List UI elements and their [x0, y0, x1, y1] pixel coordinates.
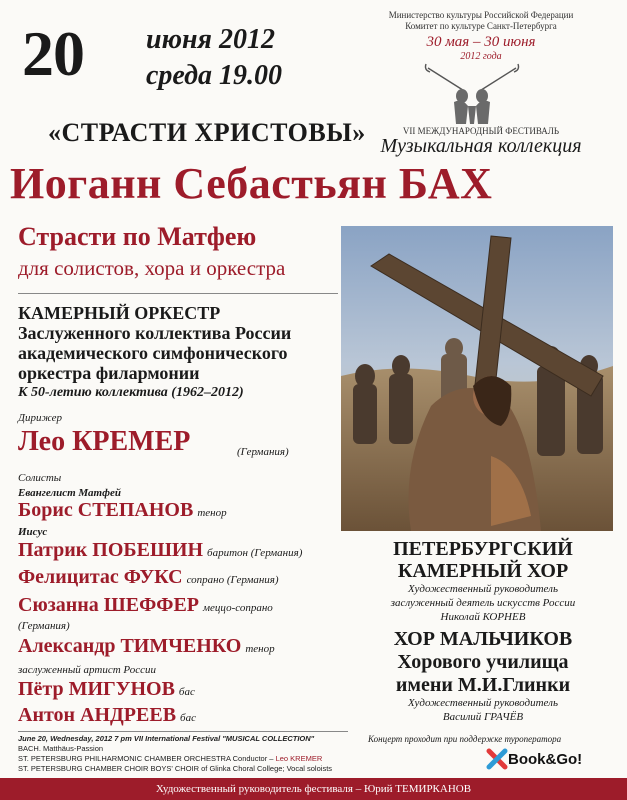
conductor-name: Лео КРЕМЕР [18, 426, 191, 457]
soloist-country: (Германия) [18, 620, 70, 632]
sponsor-x-icon [486, 748, 508, 770]
orchestra-line: Заслуженного коллектива России [18, 323, 292, 343]
date-weekday-time: среда 19.00 [146, 60, 283, 91]
honor-label: заслуженный артист России [18, 664, 156, 676]
committee-line: Комитет по культуре Санкт-Петербурга [405, 21, 557, 31]
cycle-title: «СТРАСТИ ХРИСТОВЫ» [48, 118, 366, 147]
festival-number: VII МЕЖДУНАРОДНЫЙ ФЕСТИВАЛЬ [402, 126, 560, 136]
choir1-title: ПЕТЕРБУРГСКИЙ [393, 538, 573, 560]
festival-year: 2012 года [460, 51, 502, 62]
work-subtitle: для солистов, хора и оркестра [18, 256, 286, 280]
soloist [18, 704, 196, 727]
english-orchestra-line [18, 754, 322, 763]
soloist-voice: меццо-сопрано [203, 602, 273, 614]
soloist-name: Антон АНДРЕЕВ [18, 704, 177, 726]
choir2-title: Хорового училища [397, 651, 569, 673]
soloist [18, 499, 227, 522]
soloist [18, 594, 273, 617]
ministry-line: Министерство культуры Российской Федерации [388, 10, 574, 20]
english-conductor-name: Leo KREMER [275, 754, 323, 763]
orchestra-line: КАМЕРНЫЙ ОРКЕСТР [18, 303, 221, 323]
english-orchestra-text: ST. PETERSBURG PHILHARMONIC CHAMBER ORCHESTRA Conductor – [18, 754, 276, 763]
conductor-label: Дирижер [18, 412, 62, 424]
choir1-director-label: Художественный руководитель [408, 583, 558, 595]
soloist-voice: тенор [245, 643, 275, 655]
choir1-title: КАМЕРНЫЙ ХОР [397, 560, 569, 582]
festival-director-bar: Художественный руководитель фестиваля – Юрий ТЕМИРКАНОВ [0, 778, 627, 800]
choir2-title: имени М.И.Глинки [395, 674, 571, 696]
english-date-line: June 20, Wednesday, 2012 7 pm VII International Festival "MUSICAL COLLECTION" [18, 734, 315, 743]
orchestra-line: академического симфонического [18, 343, 288, 363]
sponsor-logo [486, 748, 582, 770]
soloist-voice: баритон (Германия) [207, 547, 303, 559]
soloist-name: Сюзанна ШЕФФЕР [18, 594, 200, 616]
english-choir-line: ST. PETERSBURG CHAMBER CHOIR BOYS' CHOIR of Glinka Choral College; Vocal soloists [18, 764, 333, 773]
date-day: 20 [22, 18, 84, 89]
festival-name: Музыкальная коллекция [380, 135, 582, 157]
festival-organizers [350, 10, 612, 32]
soloist [18, 678, 195, 701]
soloist-voice: бас [178, 686, 195, 698]
date-month-year: июня 2012 [146, 24, 275, 55]
soloist-voice: сопрано (Германия) [186, 574, 279, 586]
soloist-voice: тенор [197, 507, 227, 519]
soloist-name: Александр ТИМЧЕНКО [18, 635, 242, 657]
conductor-country: (Германия) [237, 446, 289, 458]
soloist-name: Фелицитас ФУКС [18, 566, 183, 588]
role-label: Евангелист Матфей [18, 487, 121, 499]
composer-name: Иоганн Себастьян БАХ [10, 159, 493, 208]
soloist [18, 635, 275, 658]
soloist-name: Борис СТЕПАНОВ [18, 499, 194, 521]
choir2-director-label: Художественный руководитель [408, 697, 558, 709]
crucifixion-painting [341, 226, 613, 531]
soloist [18, 539, 302, 562]
sponsor-logo-text: Book&Go! [508, 750, 583, 768]
soloist-name: Патрик ПОБЕШИН [18, 539, 204, 561]
choir1-director-name: Николай КОРНЕВ [440, 611, 526, 623]
choir2-title: ХОР МАЛЬЧИКОВ [393, 628, 573, 650]
role-label: Иисус [18, 526, 48, 538]
soloist [18, 566, 279, 589]
orchestra-line: оркестра филармонии [18, 363, 200, 383]
sponsor-note: Концерт проходит при поддержке туроператора [368, 734, 562, 744]
festival-dates: 30 мая – 30 июня [426, 34, 536, 50]
soloist-voice: бас [180, 712, 196, 724]
divider [18, 731, 348, 732]
choir2-director-name: Василий ГРАЧЁВ [442, 711, 524, 723]
festival-emblem-icon [422, 62, 522, 126]
work-title: Страсти по Матфею [18, 222, 257, 251]
divider [18, 293, 338, 294]
orchestra-anniversary: К 50-летию коллектива (1962–2012) [18, 385, 244, 400]
soloist-name: Пётр МИГУНОВ [18, 678, 175, 700]
soloists-label: Солисты [18, 472, 62, 484]
choir1-director-title: заслуженный деятель искусств России [390, 597, 576, 609]
english-work-line: BACH. Matthäus-Passion [18, 744, 104, 753]
